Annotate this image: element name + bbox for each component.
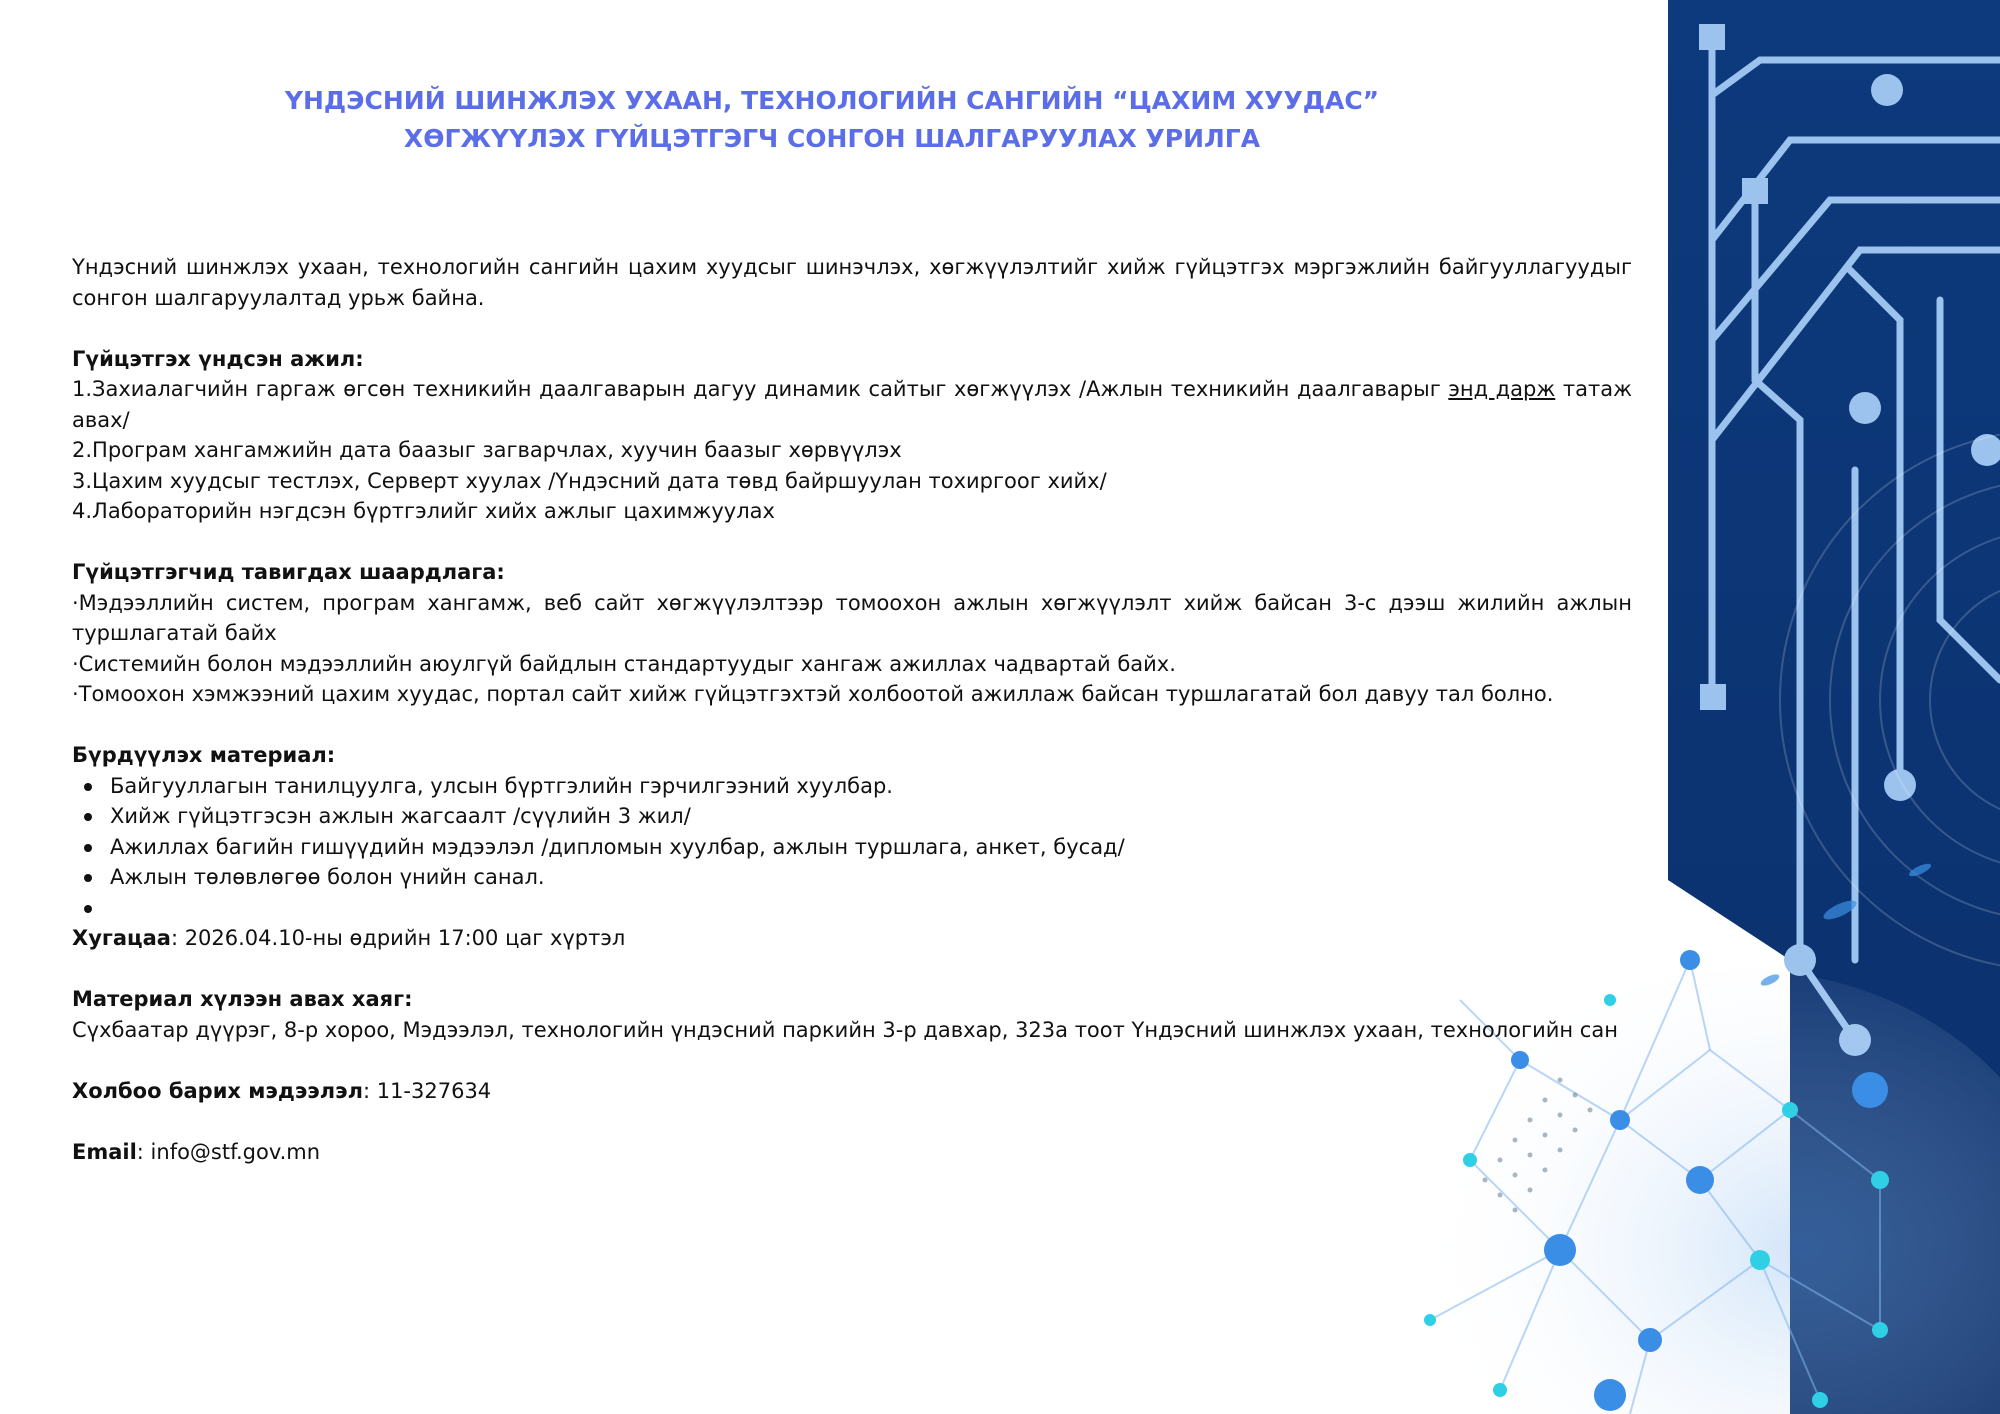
email-value: : info@stf.gov.mn <box>136 1139 321 1164</box>
title-line-2: ХӨГЖҮҮЛЭХ ГҮЙЦЭТГЭГЧ СОНГОН ШАЛГАРУУЛАХ УРИЛГА <box>403 124 1261 153</box>
contact-value: : 11-327634 <box>362 1078 492 1103</box>
main-work-item-2: 2.Програм хангамжийн дата баазыг загварчлах, хуучин баазыг хөрвүүлэх <box>72 438 902 462</box>
address-value: Сүхбаатар дүүрэг, 8-р хороо, Мэдээлэл, технологийн үндэсний паркийн 3-р давхар, 323а тоот Үндэсний шинжлэх ухаан, технологийн сан <box>72 1017 1618 1042</box>
requirement-item: ·Томоохон хэмжээний цахим хуудас, портал сайт хийж гүйцэтгэхтэй холбоотой ажиллаж байсан туршлагатай бол давуу тал болно. <box>72 682 1554 706</box>
intro-paragraph: Үндэсний шинжлэх ухаан, технологийн сангийн цахим хуудсыг шинэчлэх, хөгжүүлэлтийг хийж гүйцэтгэх мэргэжлийн байгууллагуудыг сонгон шалгаруулалтад урьж байна. <box>72 255 1632 310</box>
email <box>72 1137 1632 1168</box>
contact-label: Холбоо барих мэдээлэл <box>72 1078 363 1103</box>
main-work-heading: Гүйцэтгэх үндсэн ажил: <box>72 346 364 371</box>
task-download-link[interactable]: энд дарж <box>1448 377 1556 401</box>
deadline-label: Хугацаа <box>72 926 171 950</box>
list-item: Ажлын төлөвлөгөө болон үнийн санал. <box>72 862 1632 893</box>
title-line-1: ҮНДЭСНИЙ ШИНЖЛЭХ УХААН, ТЕХНОЛОГИЙН САНГИЙН “ЦАХИМ ХУУДАС” <box>284 86 1380 115</box>
list-item: Ажиллах багийн гишүүдийн мэдээлэл /дипломын хуулбар, ажлын туршлага, анкет, бусад/ <box>72 832 1632 863</box>
main-work-item-1: 1.Захиалагчийн гаргаж өгсөн техникийн даалгаварын дагуу динамик сайтыг хөгжүүлэх /Ажлын техникийн даалгаварыг энд дарж татаж авах/ <box>72 377 1633 432</box>
main-work-item-3: 3.Цахим хуудсыг тестлэх, Серверт хуулах /Үндэсний дата төвд байршуулан тохиргоог хийх/ <box>72 468 1107 493</box>
materials-list <box>72 771 1632 924</box>
page-title <box>72 82 1592 158</box>
list-item <box>72 893 1632 924</box>
requirement-item: ·Системийн болон мэдээллийн аюулгүй байдлын стандартуудыг хангаж ажиллах чадвартай байх. <box>72 651 1176 676</box>
deadline <box>72 923 1632 954</box>
email-label: Email <box>72 1139 137 1164</box>
main-work-item-4: 4.Лабораторийн нэгдсэн бүртгэлийг хийх ажлыг цахимжуулах <box>72 499 775 523</box>
deadline-value: : 2026.04.10-ны өдрийн 17:00 цаг хүртэл <box>170 926 626 950</box>
requirement-item: ·Мэдээллийн систем, програм хангамж, веб сайт хөгжүүлэлтээр томоохон ажлын хөгжүүлэлт хийж байсан 3-с дээш жилийн ажлын туршлагатай байх <box>72 590 1632 645</box>
address-heading: Материал хүлээн авах хаяг: <box>72 987 413 1011</box>
requirements-heading: Гүйцэтгэгчид тавигдах шаардлага: <box>72 560 505 584</box>
contact <box>72 1076 1632 1107</box>
list-item: Хийж гүйцэтгэсэн ажлын жагсаалт /сүүлийн 3 жил/ <box>72 801 1632 832</box>
materials-heading: Бүрдүүлэх материал: <box>72 743 336 767</box>
document-body <box>72 252 1632 1167</box>
list-item: Байгууллагын танилцуулга, улсын бүртгэлийн гэрчилгээний хуулбар. <box>72 771 1632 802</box>
